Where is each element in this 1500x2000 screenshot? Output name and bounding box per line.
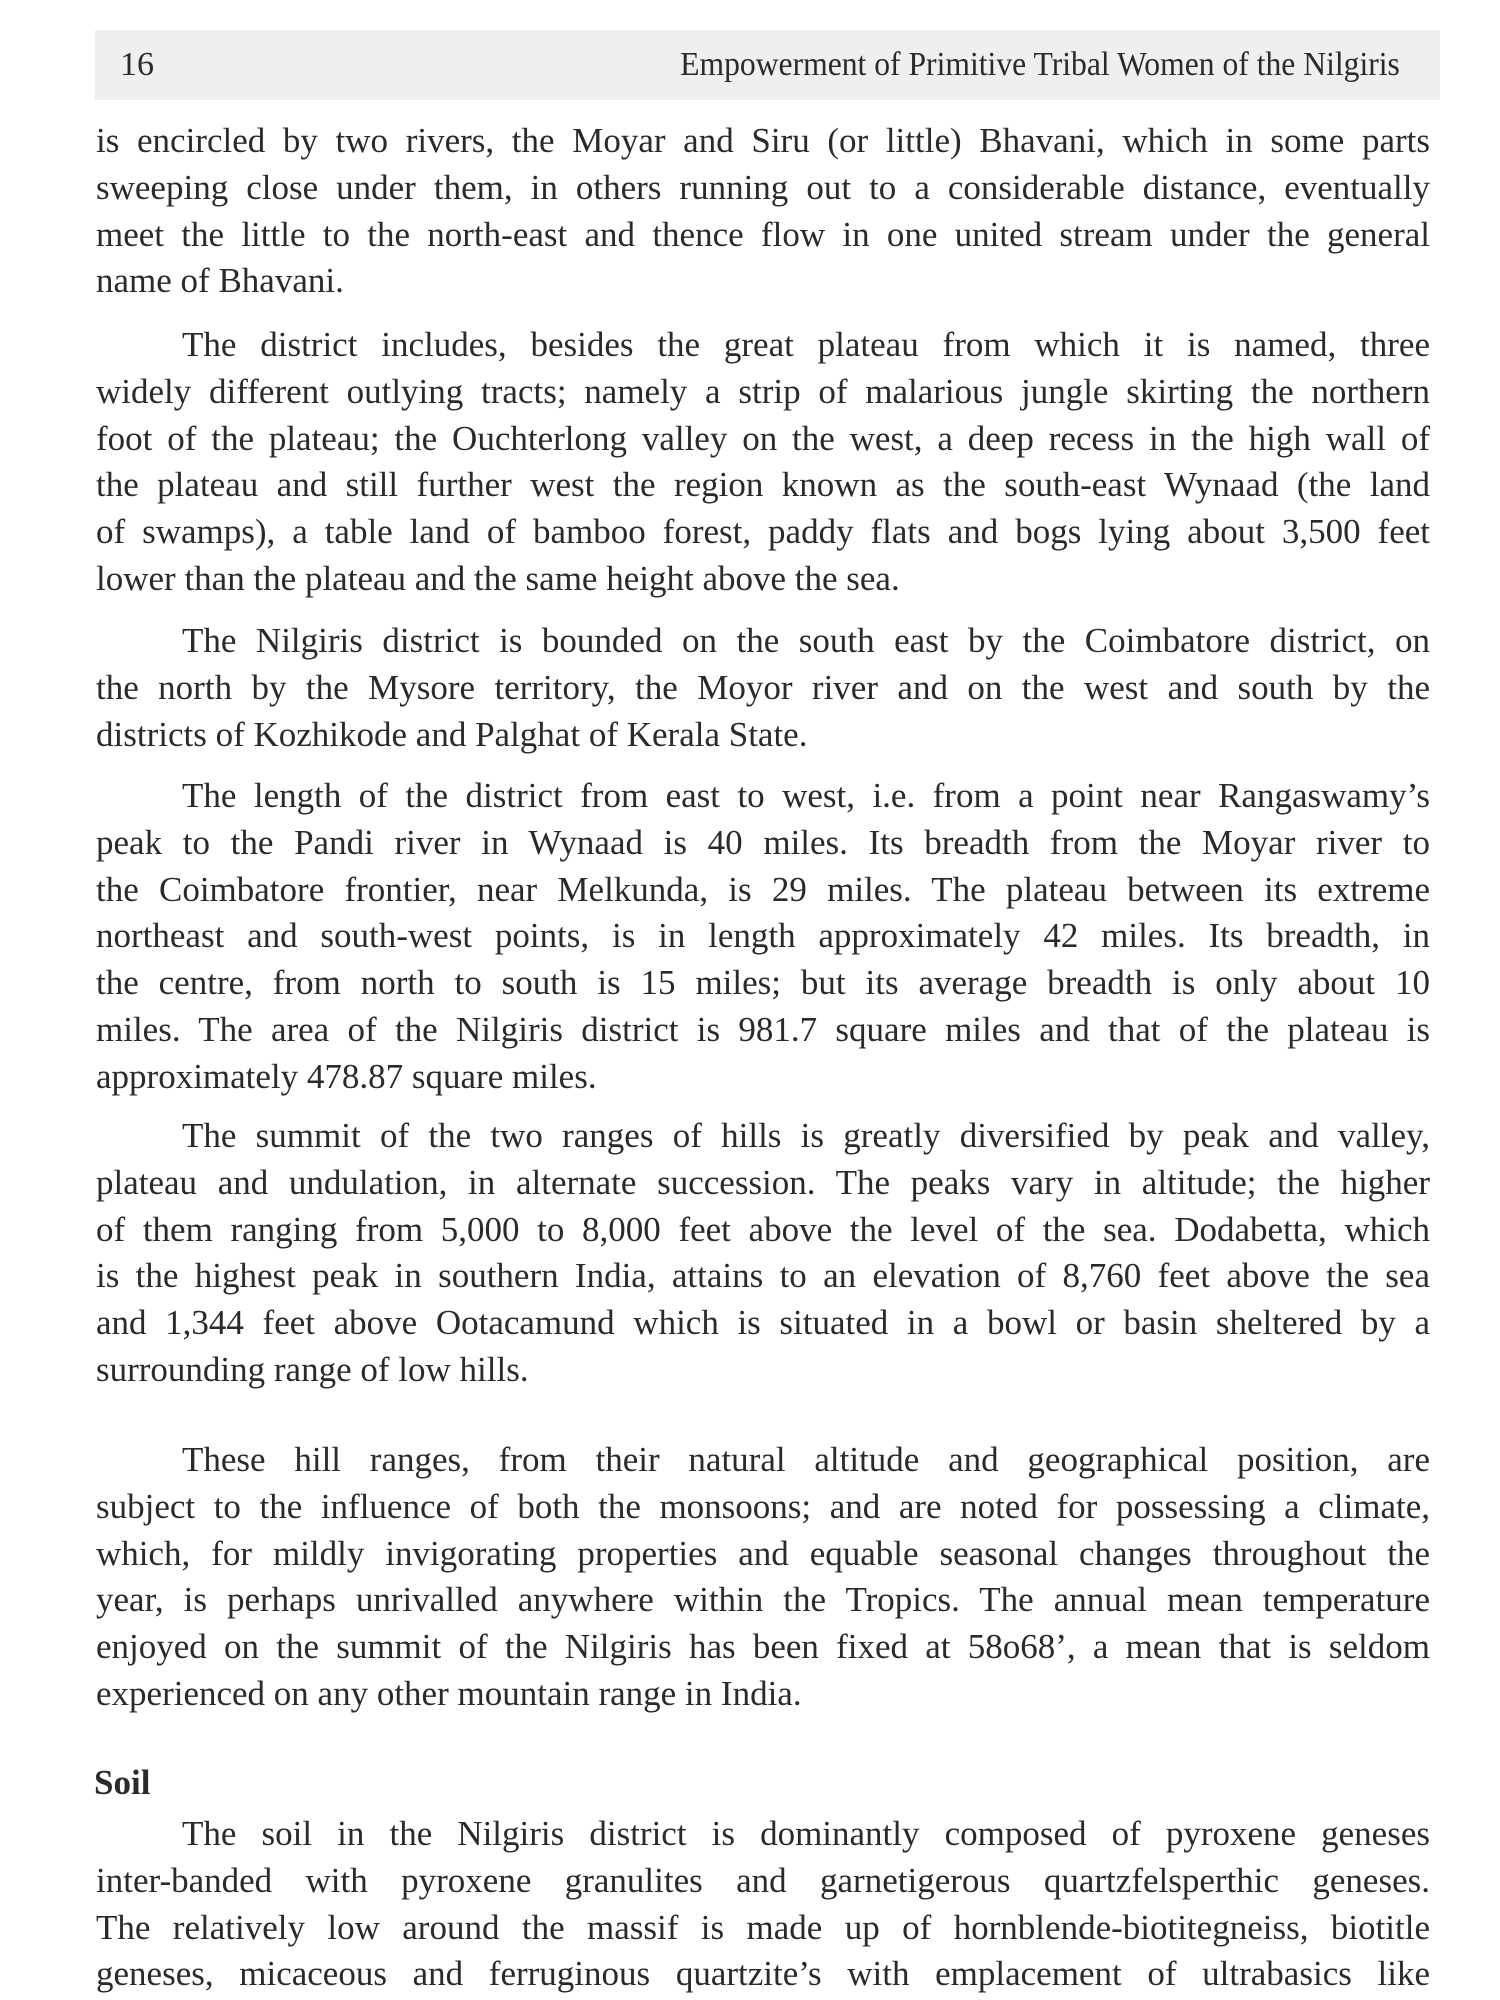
- text-line: The length of the district from east to west, i.e. from a point near Rangaswamy’s: [182, 776, 1430, 815]
- running-title: Empowerment of Primitive Tribal Women of the Nilgiris: [680, 46, 1400, 83]
- text-line: enjoyed on the summit of the Nilgiris has been fixed at 58o68’, a mean that is seldom: [96, 1627, 1430, 1667]
- text-line: approximately 478.87 square miles.: [96, 1056, 597, 1096]
- text-line: the plateau and still further west the region known as the south-east Wynaad (the land: [96, 465, 1430, 505]
- text-line: geneses, micaceous and ferruginous quartzite’s with emplacement of ultrabasics like: [96, 1954, 1430, 1994]
- text-line: year, is perhaps unrivalled anywhere within the Tropics. The annual mean temperature: [96, 1580, 1430, 1620]
- text-line: inter-banded with pyroxene granulites and garnetigerous quartzfelsperthic geneses.: [96, 1860, 1430, 1900]
- text-line: is the highest peak in southern India, attains to an elevation of 8,760 feet above the sea: [96, 1256, 1430, 1296]
- text-line: lower than the plateau and the same height above the sea.: [96, 559, 900, 598]
- text-line: plateau and undulation, in alternate succession. The peaks vary in altitude; the higher: [96, 1162, 1430, 1202]
- text-line: surrounding range of low hills.: [96, 1350, 529, 1389]
- text-line: the Coimbatore frontier, near Melkunda, is 29 miles. The plateau between its extreme: [96, 869, 1430, 909]
- text-line: subject to the influence of both the monsoons; and are noted for possessing a climate,: [96, 1486, 1430, 1526]
- text-line: which, for mildly invigorating properties and equable seasonal changes throughout the: [96, 1533, 1430, 1573]
- text-line: The summit of the two ranges of hills is greatly diversified by peak and valley,: [182, 1116, 1430, 1155]
- text-line: northeast and south-west points, is in length approximately 42 miles. Its breadth, in: [96, 916, 1430, 956]
- text-line: experienced on any other mountain range in India.: [96, 1674, 802, 1713]
- text-line: The district includes, besides the great plateau from which it is named, three: [182, 325, 1430, 364]
- text-line: the centre, from north to south is 15 miles; but its average breadth is only about 10: [96, 963, 1430, 1003]
- text-line: The relatively low around the massif is made up of hornblende-biotitegneiss, biotitle: [96, 1907, 1430, 1947]
- text-line: of them ranging from 5,000 to 8,000 feet above the level of the sea. Dodabetta, which: [96, 1209, 1430, 1249]
- text-line: is encircled by two rivers, the Moyar and Siru (or little) Bhavani, which in some parts: [96, 121, 1430, 160]
- section-heading-soil: Soil: [94, 1763, 151, 1802]
- text-line: peak to the Pandi river in Wynaad is 40 miles. Its breadth from the Moyar river to: [96, 822, 1430, 862]
- text-line: widely different outlying tracts; namely a strip of malarious jungle skirting the northern: [96, 371, 1430, 411]
- text-line: and 1,344 feet above Ootacamund which is situated in a bowl or basin sheltered by a: [96, 1303, 1430, 1343]
- text-line: The soil in the Nilgiris district is dominantly composed of pyroxene geneses: [182, 1814, 1430, 1853]
- text-line: The Nilgiris district is bounded on the south east by the Coimbatore district, on: [182, 621, 1430, 660]
- text-line: of swamps), a table land of bamboo forest, paddy flats and bogs lying about 3,500 feet: [96, 512, 1430, 552]
- text-line: miles. The area of the Nilgiris district is 981.7 square miles and that of the plateau is: [96, 1010, 1430, 1049]
- text-line: districts of Kozhikode and Palghat of Kerala State.: [96, 714, 808, 754]
- text-line: the north by the Mysore territory, the Moyor river and on the west and south by the: [96, 667, 1430, 707]
- page-number: 16: [120, 46, 154, 83]
- text-line: These hill ranges, from their natural altitude and geographical position, are: [182, 1440, 1430, 1479]
- text-line: sweeping close under them, in others running out to a considerable distance, eventually: [96, 167, 1430, 207]
- text-line: foot of the plateau; the Ouchterlong valley on the west, a deep recess in the high wall of: [96, 418, 1430, 458]
- text-line: meet the little to the north-east and thence flow in one united stream under the general: [96, 214, 1430, 254]
- text-line: name of Bhavani.: [96, 261, 344, 301]
